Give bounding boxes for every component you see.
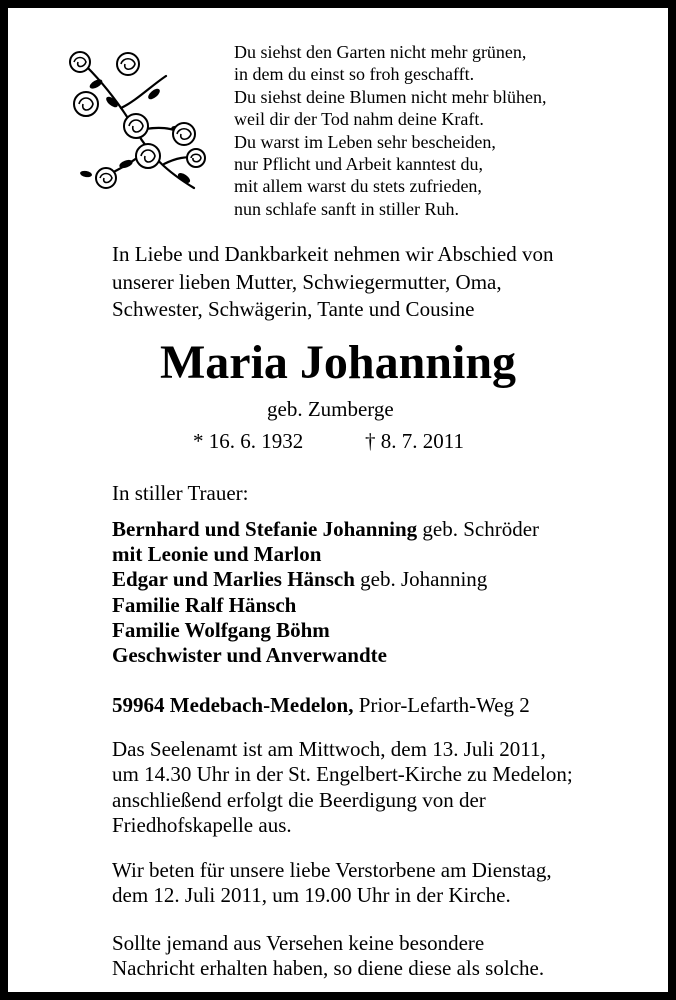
mourner-name: Familie Wolfgang Böhm: [112, 617, 330, 642]
prayer-paragraph: [112, 858, 552, 909]
deceased-name: Maria Johanning: [159, 336, 517, 389]
mourner-row: [112, 593, 539, 618]
mourner-note: geb. Schröder: [417, 517, 540, 541]
mourners-list: [112, 517, 539, 668]
poem-line: Du siehst deine Blumen nicht mehr blühen,: [234, 86, 547, 107]
poem-line: nun schlafe sanft in stiller Ruh.: [234, 198, 459, 219]
mourners-heading: In stiller Trauer:: [112, 481, 249, 505]
paragraph-line: Das Seelenamt ist am Mittwoch, dem 13. Juli 2011,: [112, 737, 546, 761]
intro-line: In Liebe und Dankbarkeit nehmen wir Abschied von: [112, 242, 554, 266]
paragraph-line: Sollte jemand aus Versehen keine besondere: [112, 931, 485, 955]
mourner-row: [112, 567, 539, 592]
poem: [234, 41, 546, 220]
birth-date: * 16. 6. 1932: [193, 429, 304, 453]
poem-line: Du warst im Leben sehr bescheiden,: [234, 131, 496, 152]
paragraph-line: Wir beten für unsere liebe Verstorbene am Dienstag,: [112, 858, 552, 882]
poem-line: mit allem warst du stets zufrieden,: [234, 176, 482, 197]
mourner-row: [112, 542, 539, 567]
mourner-row: [112, 643, 539, 668]
paragraph-line: Friedhofskapelle aus.: [112, 813, 292, 838]
paragraph-line: anschließend erfolgt die Beerdigung von der: [112, 787, 486, 812]
address-street: Prior-Lefarth-Weg 2: [353, 693, 530, 717]
roses-illustration-icon: [66, 46, 216, 196]
mourner-row: [112, 517, 539, 542]
paragraph-line: Nachricht erhalten haben, so diene diese als solche.: [112, 956, 545, 981]
paragraph-line: dem 12. Juli 2011, um 19.00 Uhr in der Kirche.: [112, 883, 511, 908]
mourner-name: Familie Ralf Hänsch: [112, 592, 297, 617]
paragraph-line: um 14.30 Uhr in der St. Engelbert-Kirche zu Medelon;: [112, 762, 573, 787]
address: [112, 692, 530, 718]
maiden-name: geb. Zumberge: [267, 397, 394, 421]
mourner-name: Bernhard und Stefanie Johanning: [112, 517, 418, 541]
poem-line: weil dir der Tod nahm deine Kraft.: [234, 109, 484, 130]
notice-paragraph: [112, 931, 544, 982]
address-city: 59964 Medebach-Medelon,: [112, 693, 354, 717]
intro-line: unserer lieben Mutter, Schwiegermutter, Oma,: [112, 269, 502, 294]
mourner-name: mit Leonie und Marlon: [112, 542, 322, 567]
mourner-note: geb. Johanning: [354, 567, 488, 592]
death-date: † 8. 7. 2011: [365, 429, 464, 453]
mourner-name: Edgar und Marlies Hänsch: [112, 567, 355, 592]
poem-line: in dem du einst so froh geschafft.: [234, 64, 475, 85]
poem-line: Du siehst den Garten nicht mehr grünen,: [234, 42, 527, 62]
farewell-intro: [112, 241, 553, 324]
mourner-name: Geschwister und Anverwandte: [112, 642, 387, 667]
requiem-paragraph: [112, 737, 573, 839]
intro-line: Schwester, Schwägerin, Tante und Cousine: [112, 297, 475, 322]
poem-line: nur Pflicht und Arbeit kanntest du,: [234, 153, 483, 174]
mourner-row: [112, 618, 539, 643]
